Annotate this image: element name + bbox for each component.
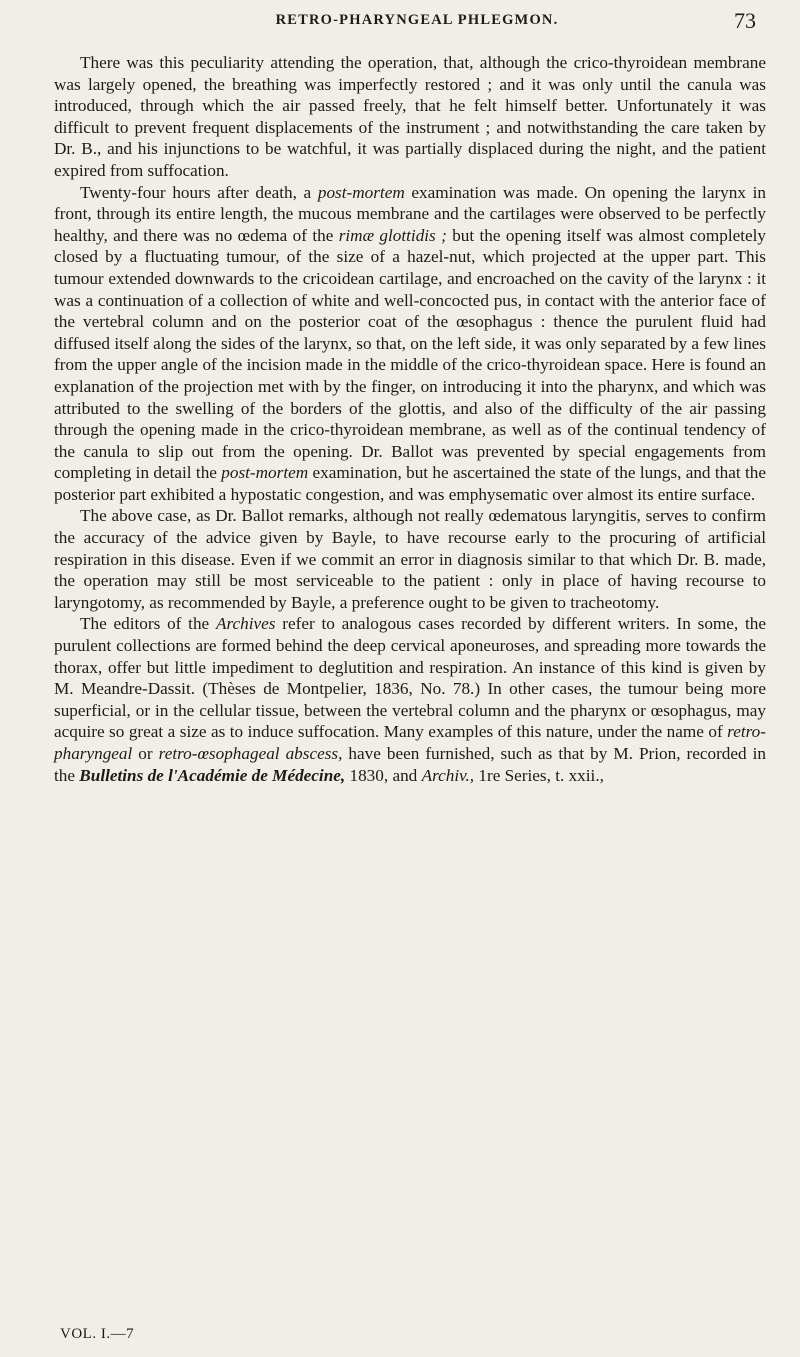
italic-text-run: rimæ glottidis ; xyxy=(338,225,447,245)
italic-text-run: post-mortem xyxy=(317,182,405,202)
italic-text-run: retro-pharyngeal xyxy=(54,722,766,763)
italic-text-run: Archiv., xyxy=(421,765,475,785)
italic-text-run: retro-œsophageal abscess, xyxy=(158,744,343,763)
text-run: examination was made. On opening the larynx in front, through its entire length, the mucous membrane and the cartilages were observed to be perfectly healthy, and there was no œdema of the xyxy=(54,182,767,245)
page-number: 73 xyxy=(734,8,756,33)
text-run: There was this peculiarity attending the operation, that, although the crico-thyroidean membrane was largely opened, the breathing was imperfectly restored ; and it was only until the canula was introduced, through which the air passed freely, that he felt himself better. Unfortunately it was difficult to prevent frequent displacements of the instrument ; and notwithstanding the care taken by Dr. B., and his injunctions to be watchful, it was partially displaced during the night, and the patient expired from suffocation. xyxy=(54,53,766,180)
running-head: RETRO-PHARYNGEAL PHLEGMON. xyxy=(275,12,559,28)
text-run: or xyxy=(132,744,159,763)
italic-text-run: Archives xyxy=(215,614,276,634)
paragraph xyxy=(54,613,766,786)
text-run: 1re Series, t. xxii., xyxy=(474,765,604,785)
text-run: but the opening itself was almost completely closed by a fluctuating tumour, of the size of a hazel-nut, which projected at the upper part. This tumour extended downwards to the cricoidean cartilage, and encroached on the cavity of the larynx : it was a continuation of a collection of white and well-concocted pus, in contact with the anterior face of the vertebral column and on the posterior coat of the œsophagus : thence the purulent fluid had diffused itself along the sides of the larynx, so that, on the left side, it was only separated by a few lines from the upper angle of the incision made in the middle of the crico-thyroidean space. Here is found an explanation of the projection met with by the finger, on introducing it into the pharynx, and which was attributed to the swelling of the borders of the glottis, and also of the difficulty of the air passing through the opening made in the crico-thyroidean membrane, as well as of the continual tendency of the canula to slip out from the opening. Dr. Ballot was prevented by special engagements from completing in detail the xyxy=(54,225,766,483)
text-run: The editors of the xyxy=(80,614,216,634)
italic-text-run: Bulletins de l'Académie de Médecine, xyxy=(79,765,346,785)
text-run: examination, but he ascertained the state of the lungs, and that the posterior part exhibited a hypostatic congestion, and was emphysematic over almost its entire surface. xyxy=(54,463,766,504)
text-run: 1830, and xyxy=(345,765,422,785)
text-run: refer to analogous cases recorded by different writers. In some, the purulent collections are formed behind the deep cervical aponeuroses, and spreading more towards the thorax, offer but little impediment to deglutition and respiration. An instance of this kind is given by M. Meandre-Dassit. (Thèses de Montpelier, 1836, No. 78.) In other cases, the tumour being more superficial, or in the cellular tissue, between the vertebral column and the pharynx or œsophagus, may acquire so great a size as to induce suffocation. Many examples of this nature, under the name of xyxy=(54,614,766,742)
italic-text-run: post-mortem xyxy=(221,463,309,483)
paragraph xyxy=(54,182,766,506)
body-text xyxy=(54,52,766,786)
text-run: The above case, as Dr. Ballot remarks, although not really œdematous laryngitis, serves to confirm the accuracy of the advice given by Bayle, to have recourse early to the procuring of artificial respiration in this disease. Even if we commit an error in diagnosis similar to that which Dr. B. made, the operation may still be most serviceable to the patient : only in place of having recourse to laryngotomy, as recommended by Bayle, a preference ought to be given to tracheotomy. xyxy=(54,506,766,612)
page-header xyxy=(78,10,756,34)
text-run: have been furnished, such as that by M. Prion, recorded in the xyxy=(54,744,766,785)
text-run: Twenty-four hours after death, a xyxy=(80,182,318,202)
paragraph xyxy=(54,505,766,613)
paragraph xyxy=(54,52,766,182)
signature-mark: VOL. I.—7 xyxy=(60,1326,135,1342)
